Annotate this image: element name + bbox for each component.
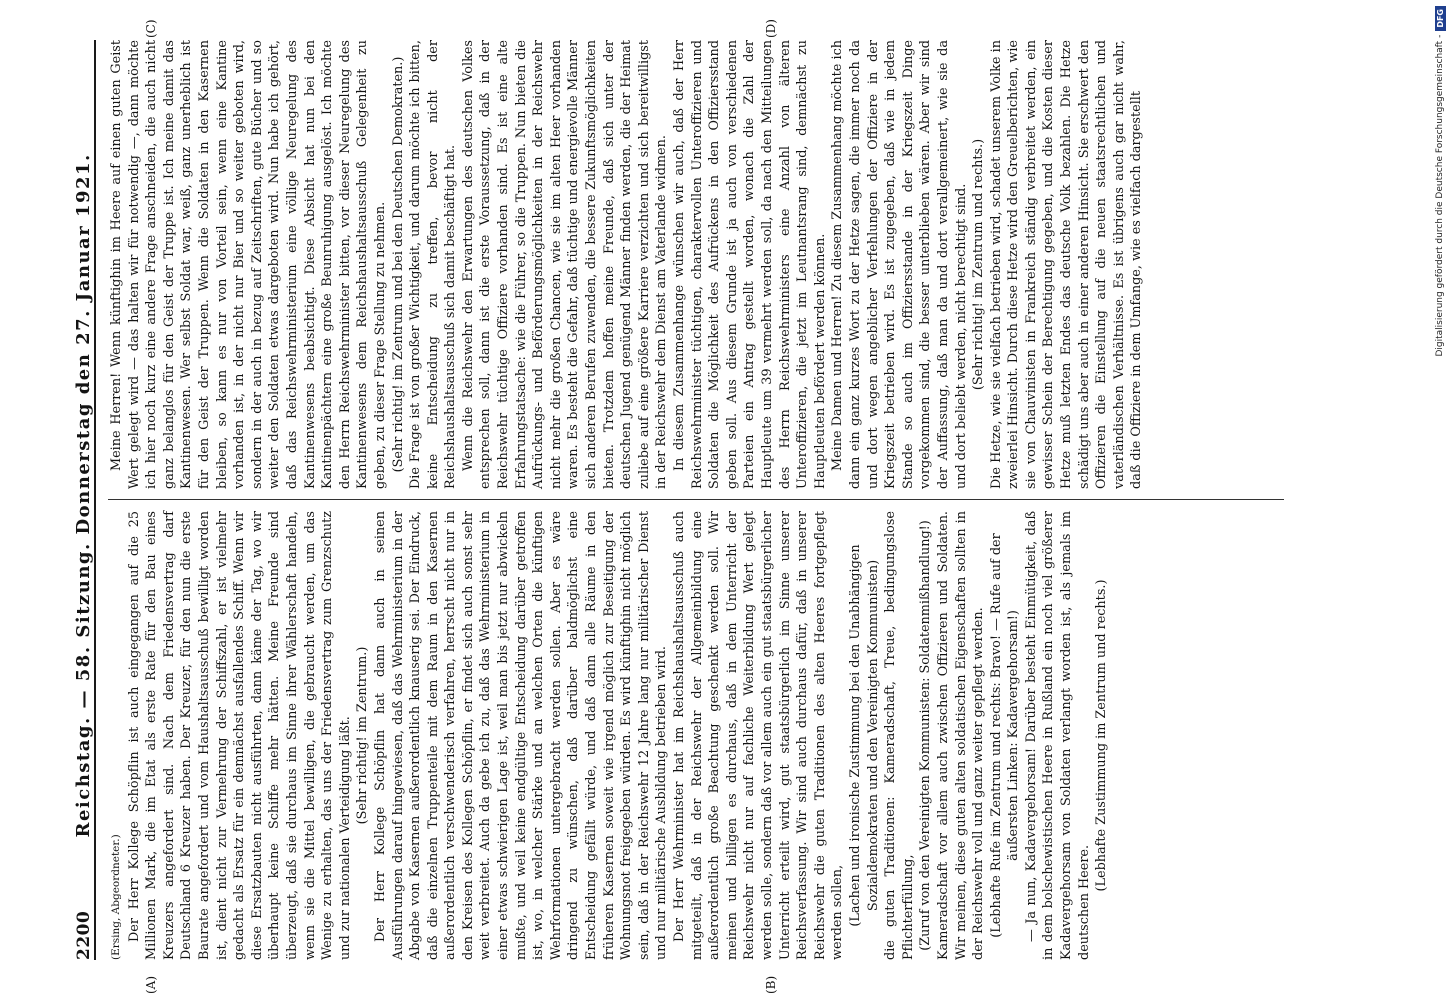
paragraph: Meine Herren! Wenn künftighin im Heere auf einen guten Geist Wert gelegt wird — das halten wir für notwendig —, dann möchte ich hier noch kurz eine andere Frage anschneiden, die auch nicht ganz belanglos für den Geist der Truppe ist. Ich meine damit das Kantinenwesen. Wer selbst Soldat war, weiß, ganz unerheblich ist für den Geist der Truppen. Wenn die Soldaten in den Kasernen bleiben, so kann es nur von Vorteil sein, wenn eine Kantine vorhanden ist, in der nicht nur Bier und so weiter geboten wird, sondern in der auch in bezug auf Zeitschriften, gute Bücher und so weiter den Soldaten etwas dargeboten wird. Nun habe ich gehört, daß das Reichswehrministerium eine völlige Neuregelung des Kantinenwesens beabsichtigt. Diese Absicht hat nun bei den Kantinenpächtern eine große Beunruhigung ausgelöst. Ich möchte den Herrn Reichswehrminister bitten, vor dieser Neuregelung des Kantinenwesens dem Reichshaushaltsausschuß Gelegenheit zu geben, zu dieser Frage Stellung zu nehmen. [109,40,388,489]
speaker-tag: (Ersing, Abgeordneter.) [110,834,122,960]
remark: (Sehr richtig! im Zentrum und bei den Deutschen Demokraten.) [390,56,406,473]
paragraph: die guten Traditionen: Kameradschaft, Treue, bedingungslose Pflichterfüllung, [883,511,916,960]
paragraph: Der Herr Kollege Schöpflin hat dann auch in seinen Ausführungen darauf hingewiesen, daß das Wehrministerium in der Abgabe von Kasernen außerordentlich knauserig sei. Der Eindruck, daß die einzelnen Truppenteile mit dem Raum in den Kasernen außerordentlich verschwenderisch verfahren, herrscht nicht nur in den Kreisen des Kollegen Schöpflin, er findet sich auch sonst sehr weit verbreitet. Auch da gebe ich zu, daß das Wehrministerium in einer etwas schwierigen Lage ist, weil man bis jetzt nur abwickeln mußte, und weil keine endgültige Entscheidung darüber getroffen ist, wo, in welcher Stärke und an welchen Orten die künftigen Wehrformationen untergebracht werden sollen. Aber es wäre dringend zu wünschen, daß darüber baldmöglichst eine Entscheidung gefällt würde, und daß dann alle Räume in den früheren Kasernen soweit wie irgend möglich zur Beseitigung der Wohnungsnot freigegeben würden. Es wird künftighin nicht möglich sein, daß in der Reichswehr 12 Jahre lang nur militärischer Dienst und nur militärische Ausbildung betrieben wird. [372,511,670,960]
remark: (Lebhafte Zustimmung im Zentrum und rechts.) [1094,579,1110,892]
remark: (Zuruf von den Vereinigten Kommunisten: Soldatenmißhandlung!) [918,520,934,951]
remark: (Lebhafte Rufe im Zentrum und rechts: Bravo! — Rufe auf der äußersten Linken: Kadavergehorsam!) [988,533,1022,938]
left-column [108,511,1364,960]
margin-marker-d: (D) [764,19,778,38]
page-header [60,40,96,960]
text-columns [108,40,1364,960]
watermark-text: Digitalisierung gefördert durch die Deutsche Forschungsgemeinschaft - [1435,34,1445,357]
margin-marker-a: (A) [144,975,158,994]
remark: (Lachen und ironische Zustimmung bei den Unabhängigen Sozialdemokraten und den Vereinigten Kommunisten) [847,544,881,927]
dfg-logo: DFG [1435,6,1446,31]
paragraph: Die Frage ist von großer Wichtigkeit, und darum möchte ich bitten, keine Entscheidung zu treffen, bevor nicht der Reichshaushaltsausschuß sich damit beschäftigt hat. [408,40,459,489]
margin-marker-c: (C) [144,19,158,38]
digitization-watermark [1418,0,1445,1000]
page-number: 2200 [74,910,94,960]
remark: (Sehr richtig! im Zentrum und rechts.) [971,138,987,391]
margin-marker-b: (B) [764,975,778,994]
paragraph: — Ja nun, Kadavergehorsam! Darüber besteht Einmütigkeit, daß in dem bolschewistischen Heere in Rußland ein noch viel größerer Kadavergehorsam von Soldaten verlangt worden ist, als jemals im deutschen Heere. [1023,511,1092,960]
paragraph: Meine Damen und Herren! Zu diesem Zusammenhang möchte ich dann ein ganz kurzes Wort zu der Hetze sagen, die immer noch da und dort wegen angeblicher Verfehlungen der Offiziere in der Kriegszeit betrieben wird. Es ist zugegeben, daß wie in jedem Stande so auch im Offiziersstande in der Kriegszeit Dinge vorgekommen sind, die besser unterblieben wären. Aber wir sind der Auffassung, daß man da und dort verallgemeinert, wie sie da und dort beliebt werden, nicht berechtigt sind. [830,40,969,489]
paragraph: Die Hetze, wie sie vielfach betrieben wird, schadet unserem Volke in zweierlei Hinsicht. Durch diese Hetze wird den Greuelberichten, wie sie von Chauvinisten in Frankreich ständig verbreitet werden, ein gewisser Schein der Berechtigung gegeben, und die Kosten dieser Hetze muß letzten Endes das deutsche Volk bezahlen. Die Hetze schädigt uns aber auch in einer anderen Hinsicht. Sie erschwert den Offizieren die Einstellung auf die neuen staatsrechtlichen und vaterländischen Verhältnisse. Es ist übrigens auch gar nicht wahr, daß die Offiziere in dem Umfange, wie es vielfach dargestellt [988,40,1145,489]
document-page [24,0,1384,1000]
right-column [108,40,1364,489]
page-title: Reichstag. — 58. Sitzung. Donnerstag den 27. Januar 1921. [73,153,94,838]
paragraph: Der Herr Kollege Schöpflin ist auch eingegangen auf die 25 Millionen Mark, die im Etat als erste Rate für den Bau eines Kreuzers angefordert sind. Nach dem Friedensvertrag darf Deutschland 6 Kreuzer haben. Der Kreuzer, für den nun die erste Baurate angefordert und vom Haushaltsausschuß bewilligt worden ist, dient nicht zur Vermehrung der Schiffszahl, er ist vielmehr gedacht als Ersatz für ein demnächst ausfallendes Schiff. Wenn wir diese Ersatzbauten nicht ausführten, dann käme der Tag, wo wir überhaupt keine Schiffe mehr hätten. Meine Freunde sind überzeugt, daß sie durchaus im Sinne ihrer Wählerschaft handeln, wenn sie die Mittel bewilligen, die gebraucht werden, um das Wenige zu erhalten, das uns der Friedensvertrag zum Grenzschutz und zur nationalen Verteidigung läßt. [126,511,353,960]
paragraph: In diesem Zusammenhange wünschen wir auch, daß der Herr Reichswehrminister tüchtigen, charaktervollen Unteroffizieren und Soldaten die Möglichkeit des Aufrückens in den Offiziersstand geben soll. Aus diesem Grunde ist ja auch von verschiedenen Parteien ein Antrag gestellt worden, wonach die Zahl der Hauptleute um 39 vermehrt werden soll, da nach den Mitteilungen des Herrn Reichswehrministers eine Anzahl von älteren Unteroffizieren, die jetzt im Leutnantsrang sind, demnächst zu Hauptleuten befördert werden können. [672,40,828,489]
paragraph: Wenn die Reichswehr den Erwartungen des deutschen Volkes entsprechen soll, dann ist die erste Voraussetzung, daß in der Reichswehr tüchtige Offiziere vorhanden sind. Es ist eine alte Erfahrungstatsache: wie die Führer, so die Truppen. Nun bieten die Aufrückungs- und Beförderungsmöglichkeiten in der Reichswehr nicht mehr die großen Chancen, wie sie im alten Heer vorhanden waren. Es besteht die Gefahr, daß tüchtige und energievolle Männer sich anderen Berufen zuwenden, die bessere Zukunftsmöglichkeiten bieten. Trotzdem hoffen meine Freunde, daß sich unter der deutschen Jugend genügend Männer finden werden, die der Heimat zuliebe auf eine größere Karriere verzichten und sich bereitwilligst in der Reichswehr dem Dienst am Vaterlande widmen. [460,40,670,489]
remark: (Sehr richtig! im Zentrum.) [355,646,371,825]
paragraph: Kameradschaft vor allem auch zwischen Offizieren und Soldaten. Wir meinen, diese guten alten soldatischen Eigenschaften sollten in der Reichswehr voll und ganz weiter gepflegt werden. [935,511,987,960]
paragraph: Der Herr Wehrminister hat im Reichshaushaltsausschuß auch mitgeteilt, daß in der Reichswehr der Allgemeinbildung eine außerordentlich große Beachtung geschenkt werden soll. Wir meinen und billigen es durchaus, daß in dem Unterricht der Reichswehr nicht nur auf fachliche Weiterbildung Wert gelegt werden solle, sondern daß vor allem auch ein gut staatsbürgerlicher Unterricht erteilt wird, gut staatsbürgerlich im Sinne unserer Reichsverfassung. Wir sind auch durchaus dafür, daß in unserer Reichswehr die guten Traditionen des alten Heeres fortgepflegt werden sollen, [672,511,846,960]
